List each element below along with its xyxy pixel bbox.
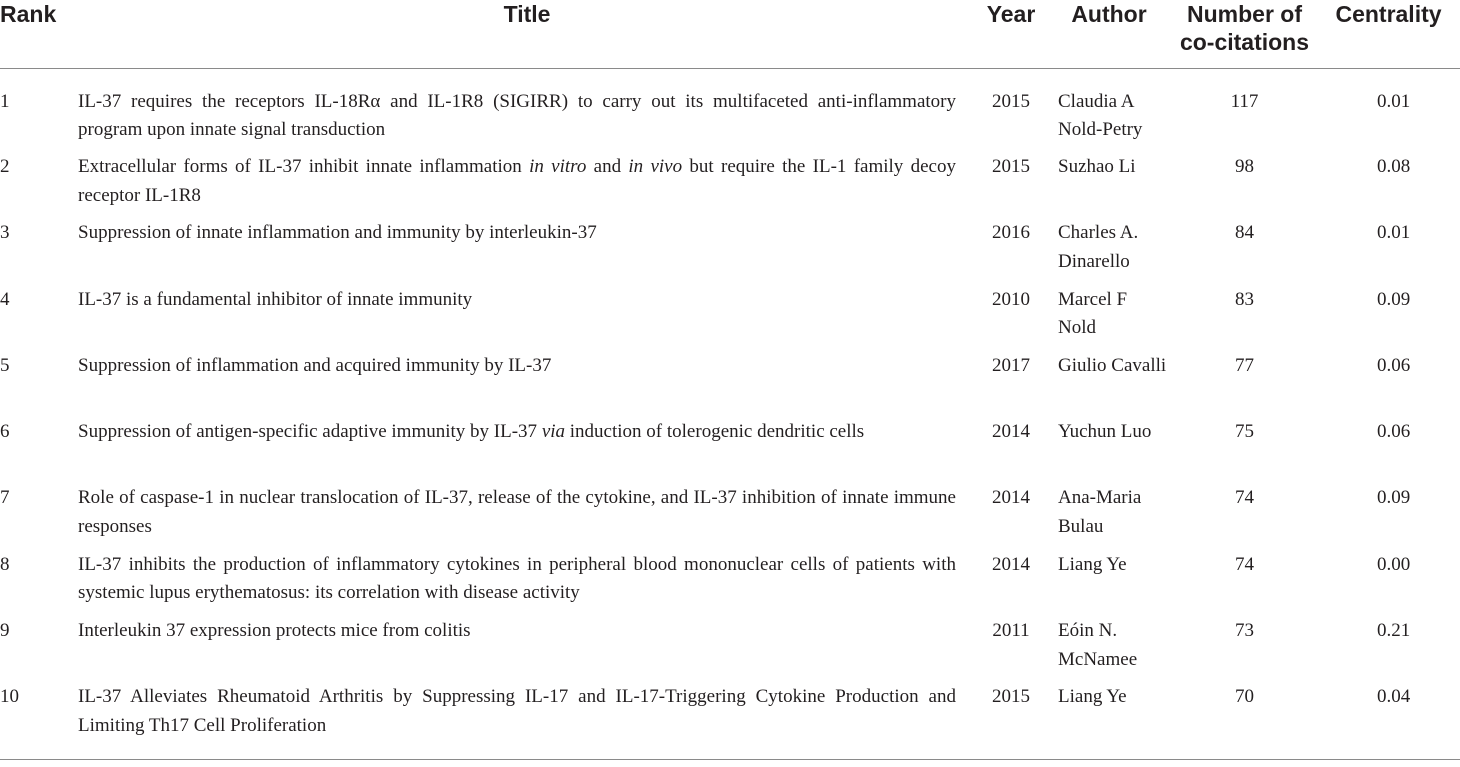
table-row xyxy=(0,153,1460,219)
cell-year: 2016 xyxy=(992,222,1030,244)
cell-rank: 4 xyxy=(0,288,10,310)
title-segment: Suppression of antigen-specific adaptive immunity by IL-37 xyxy=(78,421,542,443)
cell-rank: 6 xyxy=(0,421,10,443)
cell-rank: 2 xyxy=(0,156,10,177)
cell-cocitations: 83 xyxy=(1235,288,1254,310)
cell-year: 2017 xyxy=(992,354,1030,376)
cell-centrality: 0.08 xyxy=(1377,156,1411,177)
cell-year: 2014 xyxy=(992,553,1030,575)
header-row xyxy=(0,0,1460,68)
cell-cocitations: 98 xyxy=(1235,156,1254,177)
cell-cocitations: 74 xyxy=(1235,553,1254,575)
cell-centrality: 0.09 xyxy=(1377,487,1411,509)
cell-author: Giulio Cavalli xyxy=(1058,354,1167,376)
cell-rank: 3 xyxy=(0,222,10,244)
cell-author: Suzhao Li xyxy=(1058,156,1136,177)
cell-centrality: 0.04 xyxy=(1317,683,1460,759)
table-row xyxy=(0,551,1460,617)
cell-year: 2010 xyxy=(992,288,1030,310)
cell-title: IL-37 inhibits the production of inflammatory cytokines in peripheral blood mononuclear cells of patients with systemic lupus erythematosus: its correlation with disease activity xyxy=(78,553,956,604)
table-row xyxy=(0,617,1460,683)
cell-title: IL-37 Alleviates Rheumatoid Arthritis by Suppressing IL-17 and IL-17-Triggering Cytokine Production and Limiting Th17 Cell Proliferation xyxy=(78,683,976,759)
title-segment: induction of tolerogenic dendritic cells xyxy=(565,421,865,443)
cell-year: 2011 xyxy=(992,620,1030,642)
header-centrality: Centrality xyxy=(1317,0,1460,68)
cell-author: Eóin N. McNamee xyxy=(1058,620,1138,670)
table-header xyxy=(0,0,1460,68)
cell-rank: 10 xyxy=(0,683,78,759)
header-rank: Rank xyxy=(0,0,78,68)
cell-centrality: 0.00 xyxy=(1377,553,1411,575)
cell-centrality: 0.06 xyxy=(1377,421,1411,443)
cell-cocitations: 117 xyxy=(1230,90,1259,112)
cell-title xyxy=(78,153,976,219)
cell-title: Suppression of inflammation and acquired immunity by IL-37 xyxy=(78,354,552,376)
cell-author: Charles A. Dinarello xyxy=(1058,222,1139,272)
cell-centrality: 0.21 xyxy=(1377,620,1411,642)
title-segment: Extracellular forms of IL-37 inhibit innate inflammation xyxy=(78,156,530,177)
cell-year: 2015 xyxy=(992,156,1030,177)
header-number-of-cocitations-line2: co-citations xyxy=(1179,29,1310,55)
cell-cocitations: 77 xyxy=(1235,354,1254,376)
cell-title: Suppression of innate inflammation and immunity by interleukin-37 xyxy=(78,222,597,244)
cell-rank: 9 xyxy=(0,620,10,642)
header-number-of-cocitations-line1: Number of xyxy=(1187,1,1302,27)
cell-rank: 1 xyxy=(0,90,10,112)
cell-title: Role of caspase-1 in nuclear translocation of IL-37, release of the cytokine, and IL-37 inhibition of innate immune responses xyxy=(78,487,956,537)
cell-title: IL-37 is a fundamental inhibitor of innate immunity xyxy=(78,288,473,310)
table-row xyxy=(0,418,1460,484)
cell-centrality: 0.01 xyxy=(1377,90,1411,112)
cell-title xyxy=(78,418,976,484)
cell-rank: 5 xyxy=(0,354,10,376)
cell-author: Yuchun Luo xyxy=(1058,421,1152,443)
table-row xyxy=(0,352,1460,418)
cell-author: Liang Ye xyxy=(1046,683,1172,759)
cell-cocitations: 75 xyxy=(1235,421,1254,443)
cell-cocitations: 74 xyxy=(1235,487,1254,509)
cell-title: Interleukin 37 expression protects mice from colitis xyxy=(78,620,471,642)
cell-cocitations: 84 xyxy=(1235,222,1254,244)
cell-title: IL-37 requires the receptors IL-18Rα and IL-1R8 (SIGIRR) to carry out its multifaceted anti-inflammatory program upon innate signal transduction xyxy=(78,90,956,140)
title-segment: but require the IL-1 family decoy receptor IL-1R8 xyxy=(78,156,956,206)
cell-cocitations: 73 xyxy=(1235,620,1254,642)
cell-year: 2015 xyxy=(992,90,1030,112)
header-author: Author xyxy=(1046,0,1172,68)
table-row xyxy=(0,219,1460,285)
table-body xyxy=(0,68,1460,759)
cell-centrality: 0.01 xyxy=(1377,222,1411,244)
table-row xyxy=(0,484,1460,550)
cell-centrality: 0.06 xyxy=(1377,354,1411,376)
cell-year: 2015 xyxy=(976,683,1046,759)
cell-centrality: 0.09 xyxy=(1377,288,1411,310)
cell-year: 2014 xyxy=(992,421,1030,443)
cell-rank: 7 xyxy=(0,487,10,509)
header-year: Year xyxy=(976,0,1046,68)
cell-rank: 8 xyxy=(0,553,10,575)
title-italic-segment: via xyxy=(541,421,566,443)
header-number-of-cocitations xyxy=(1172,0,1317,68)
header-title: Title xyxy=(78,0,976,68)
table-row xyxy=(0,683,1460,759)
title-segment: and xyxy=(586,156,629,177)
table-row xyxy=(0,286,1460,352)
cell-author: Ana-Maria Bulau xyxy=(1058,487,1142,537)
cell-author: Marcel F Nold xyxy=(1058,288,1128,339)
cell-cocitations: 70 xyxy=(1172,683,1317,759)
cell-author: Liang Ye xyxy=(1058,553,1127,575)
title-italic-segment: in vitro xyxy=(529,156,587,177)
cell-year: 2014 xyxy=(992,487,1030,509)
table-row xyxy=(0,68,1460,153)
title-italic-segment: in vivo xyxy=(628,156,683,177)
cell-author: Claudia A Nold-Petry xyxy=(1058,90,1143,140)
